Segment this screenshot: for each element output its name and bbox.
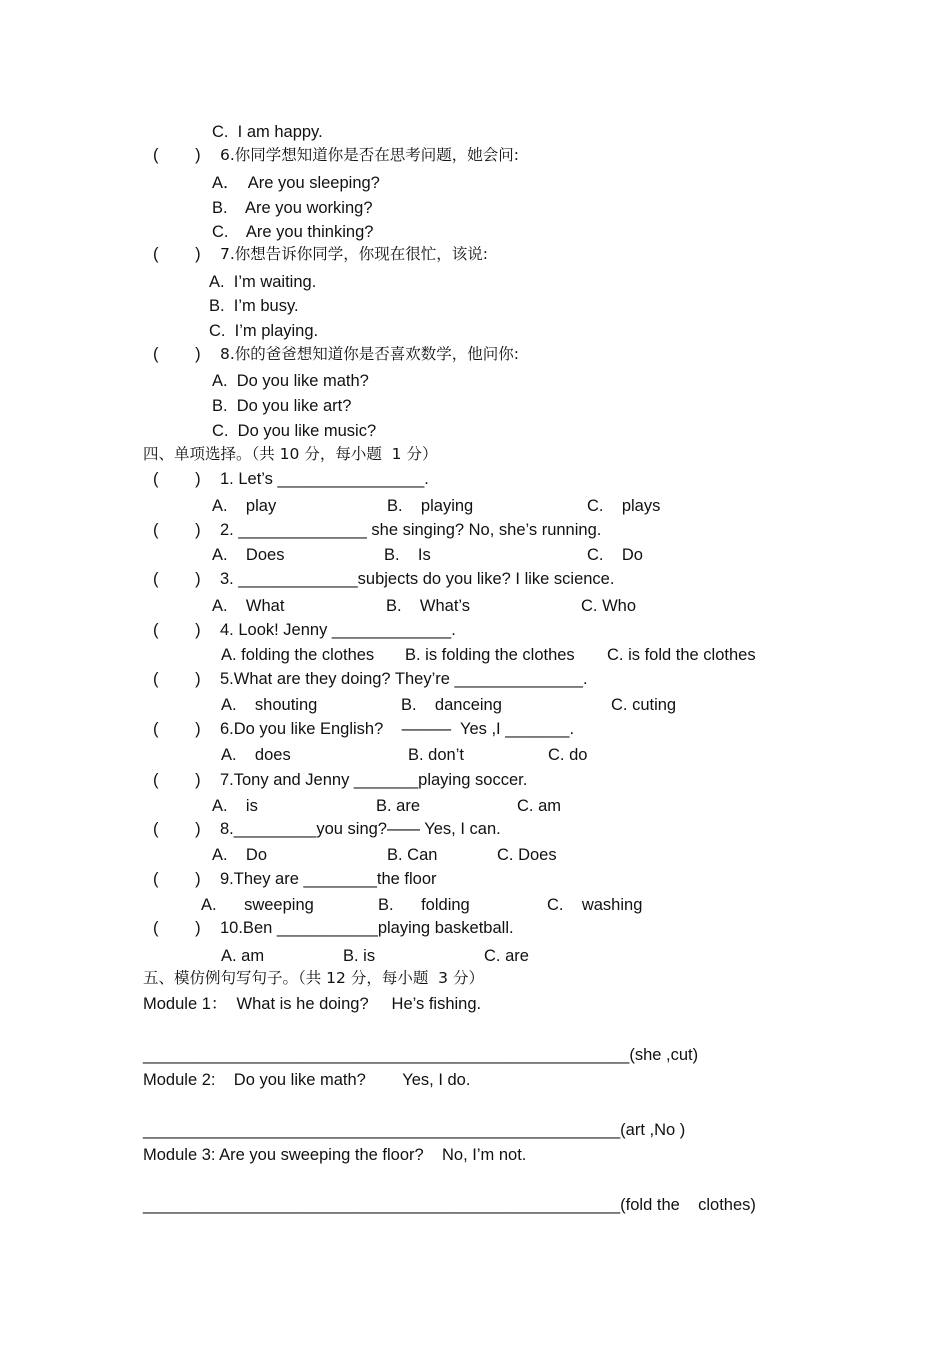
q6-option-c: C. Are you thinking?: [212, 223, 374, 241]
q5-option-c: C. I am happy.: [212, 123, 323, 141]
module-3-answer-line[interactable]: ____________________________________________________(fold the clothes): [143, 1196, 756, 1214]
p4-q5-option-a: A. shouting: [221, 696, 318, 714]
p4-q4-paren[interactable]: ( ): [153, 621, 201, 639]
section-4-heading: 四、单项选择。（共 10 分，每小题 1 分）: [143, 445, 438, 463]
p4-q6-stem: 6.Do you like English? ——— Yes ,I _______.: [220, 720, 575, 738]
p4-q1-option-a: A. play: [212, 497, 277, 515]
q7-option-a: A. I’m waiting.: [209, 273, 317, 291]
q6-option-a: A． Are you sleeping?: [212, 174, 380, 192]
q8-stem: 8.你的爸爸想知道你是否喜欢数学，他问你:: [220, 345, 520, 363]
p4-q5-paren[interactable]: ( ): [153, 670, 201, 688]
q7-option-c: C. I’m playing.: [209, 322, 319, 340]
q7-option-b: B. I’m busy.: [209, 297, 299, 315]
p4-q2-stem: 2. ______________ she singing? No, she’s running.: [220, 521, 602, 539]
p4-q10-paren[interactable]: ( ): [153, 919, 201, 937]
p4-q9-stem: 9.They are ________the floor: [220, 870, 437, 888]
q8-option-c: C. Do you like music?: [212, 422, 377, 440]
q7-answer-paren[interactable]: ( ): [153, 245, 201, 263]
p4-q7-option-a: A. is: [212, 797, 258, 815]
p4-q4-option-b: B. is folding the clothes: [405, 646, 575, 664]
p4-q2-option-c: C. Do: [587, 546, 643, 564]
p4-q9-paren[interactable]: ( ): [153, 870, 201, 888]
p4-q2-option-a: A. Does: [212, 546, 285, 564]
q6-answer-paren[interactable]: ( ): [153, 146, 201, 164]
p4-q8-option-b: B. Can: [387, 846, 438, 864]
module-2-answer-line[interactable]: ____________________________________________________(art ,No ): [143, 1121, 686, 1139]
q8-answer-paren[interactable]: ( ): [153, 345, 201, 363]
p4-q3-paren[interactable]: ( ): [153, 570, 201, 588]
p4-q9-option-c: C. washing: [547, 896, 643, 914]
p4-q3-option-c: C. Who: [581, 597, 637, 615]
p4-q10-option-a: A. am: [221, 947, 265, 965]
p4-q2-paren[interactable]: ( ): [153, 521, 201, 539]
module-2-example: Module 2: Do you like math? Yes, I do.: [143, 1071, 471, 1089]
p4-q4-option-c: C. is fold the clothes: [607, 646, 756, 664]
p4-q10-stem: 10.Ben ___________playing basketball.: [220, 919, 514, 937]
q6-stem: 6.你同学想知道你是否在思考问题，她会问:: [220, 146, 520, 164]
p4-q3-option-a: A. What: [212, 597, 285, 615]
p4-q7-option-b: B. are: [376, 797, 421, 815]
p4-q5-option-b: B. danceing: [401, 696, 502, 714]
p4-q7-option-c: C. am: [517, 797, 562, 815]
p4-q6-option-a: A. does: [221, 746, 291, 764]
p4-q10-option-b: B. is: [343, 947, 376, 965]
p4-q8-option-a: A. Do: [212, 846, 268, 864]
module-1-example: Module 1： What is he doing? He’s fishing.: [143, 995, 482, 1013]
p4-q6-option-b: B. don’t: [408, 746, 464, 764]
p4-q4-option-a: A. folding the clothes: [221, 646, 375, 664]
p4-q1-option-b: B. playing: [387, 497, 474, 515]
p4-q6-option-c: C. do: [548, 746, 588, 764]
p4-q4-stem: 4. Look! Jenny _____________.: [220, 621, 456, 639]
p4-q5-stem: 5.What are they doing? They’re ______________.: [220, 670, 588, 688]
p4-q6-paren[interactable]: ( ): [153, 720, 201, 738]
p4-q9-option-a: A. sweeping: [201, 896, 314, 914]
module-1-answer-line[interactable]: _____________________________________________________(she ,cut): [143, 1046, 699, 1064]
module-3-example: Module 3: Are you sweeping the floor? No, I’m not.: [143, 1146, 527, 1164]
p4-q1-stem: 1. Let’s ________________.: [220, 470, 429, 488]
p4-q1-option-c: C. plays: [587, 497, 661, 515]
p4-q5-option-c: C. cuting: [611, 696, 677, 714]
q6-option-b: B. Are you working?: [212, 199, 373, 217]
p4-q8-paren[interactable]: ( ): [153, 820, 201, 838]
q7-stem: 7.你想告诉你同学，你现在很忙，该说:: [220, 245, 489, 263]
p4-q3-stem: 3. _____________subjects do you like? I like science.: [220, 570, 615, 588]
p4-q8-stem: 8._________you sing?—— Yes, I can.: [220, 820, 501, 838]
p4-q3-option-b: B. What’s: [386, 597, 471, 615]
p4-q7-stem: 7.Tony and Jenny _______playing soccer.: [220, 771, 528, 789]
p4-q8-option-c: C. Does: [497, 846, 557, 864]
p4-q2-option-b: B. Is: [384, 546, 431, 564]
p4-q9-option-b: B. folding: [378, 896, 470, 914]
q8-option-b: B. Do you like art?: [212, 397, 352, 415]
section-5-heading: 五、模仿例句写句子。（共 12 分，每小题 3 分）: [143, 969, 484, 987]
p4-q10-option-c: C. are: [484, 947, 529, 965]
p4-q7-paren[interactable]: ( ): [153, 771, 201, 789]
p4-q1-paren[interactable]: ( ): [153, 470, 201, 488]
q8-option-a: A. Do you like math?: [212, 372, 369, 390]
